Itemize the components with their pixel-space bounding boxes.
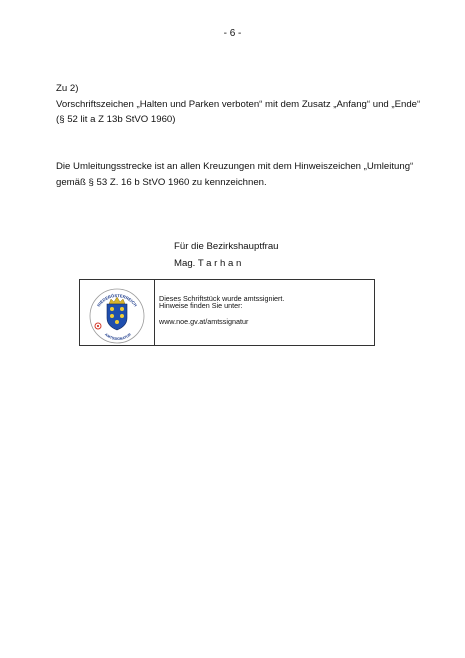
amtssignatur-statement: Dieses Schriftstück wurde amtssigniert. — [159, 294, 285, 303]
detour-paragraph-line-2: gemäß § 53 Z. 16 b StVO 1960 zu kennzeichnen. — [56, 177, 267, 188]
page-number: - 6 - — [223, 28, 242, 39]
detour-paragraph-line-1: Die Umleitungsstrecke ist an allen Kreuzungen mit dem Hinweiszeichen „Umleitung“ — [56, 161, 414, 172]
signature-name: Mag. T a r h a n — [174, 258, 242, 269]
seal-top-text: NIEDERÖSTERREICH — [95, 292, 139, 308]
amtssignatur-url: www.noe.gv.at/amtssignatur — [159, 317, 249, 326]
sign-regulation-reference: (§ 52 lit a Z 13b StVO 1960) — [56, 114, 176, 125]
amtssignatur-box — [79, 279, 375, 346]
amtssignatur-hint: Hinweise finden Sie unter: — [159, 301, 243, 310]
section-heading: Zu 2) — [56, 83, 79, 94]
amtssignatur-seal-icon — [84, 280, 150, 346]
sign-description: Vorschriftszeichen „Halten und Parken verboten“ mit dem Zusatz „Anfang“ und „Ende“ — [56, 99, 421, 110]
seal-bottom-text: AMTSSIGNATUR — [104, 332, 132, 342]
signature-for-line: Für die Bezirkshauptfrau — [174, 241, 279, 252]
box-divider — [154, 280, 155, 345]
